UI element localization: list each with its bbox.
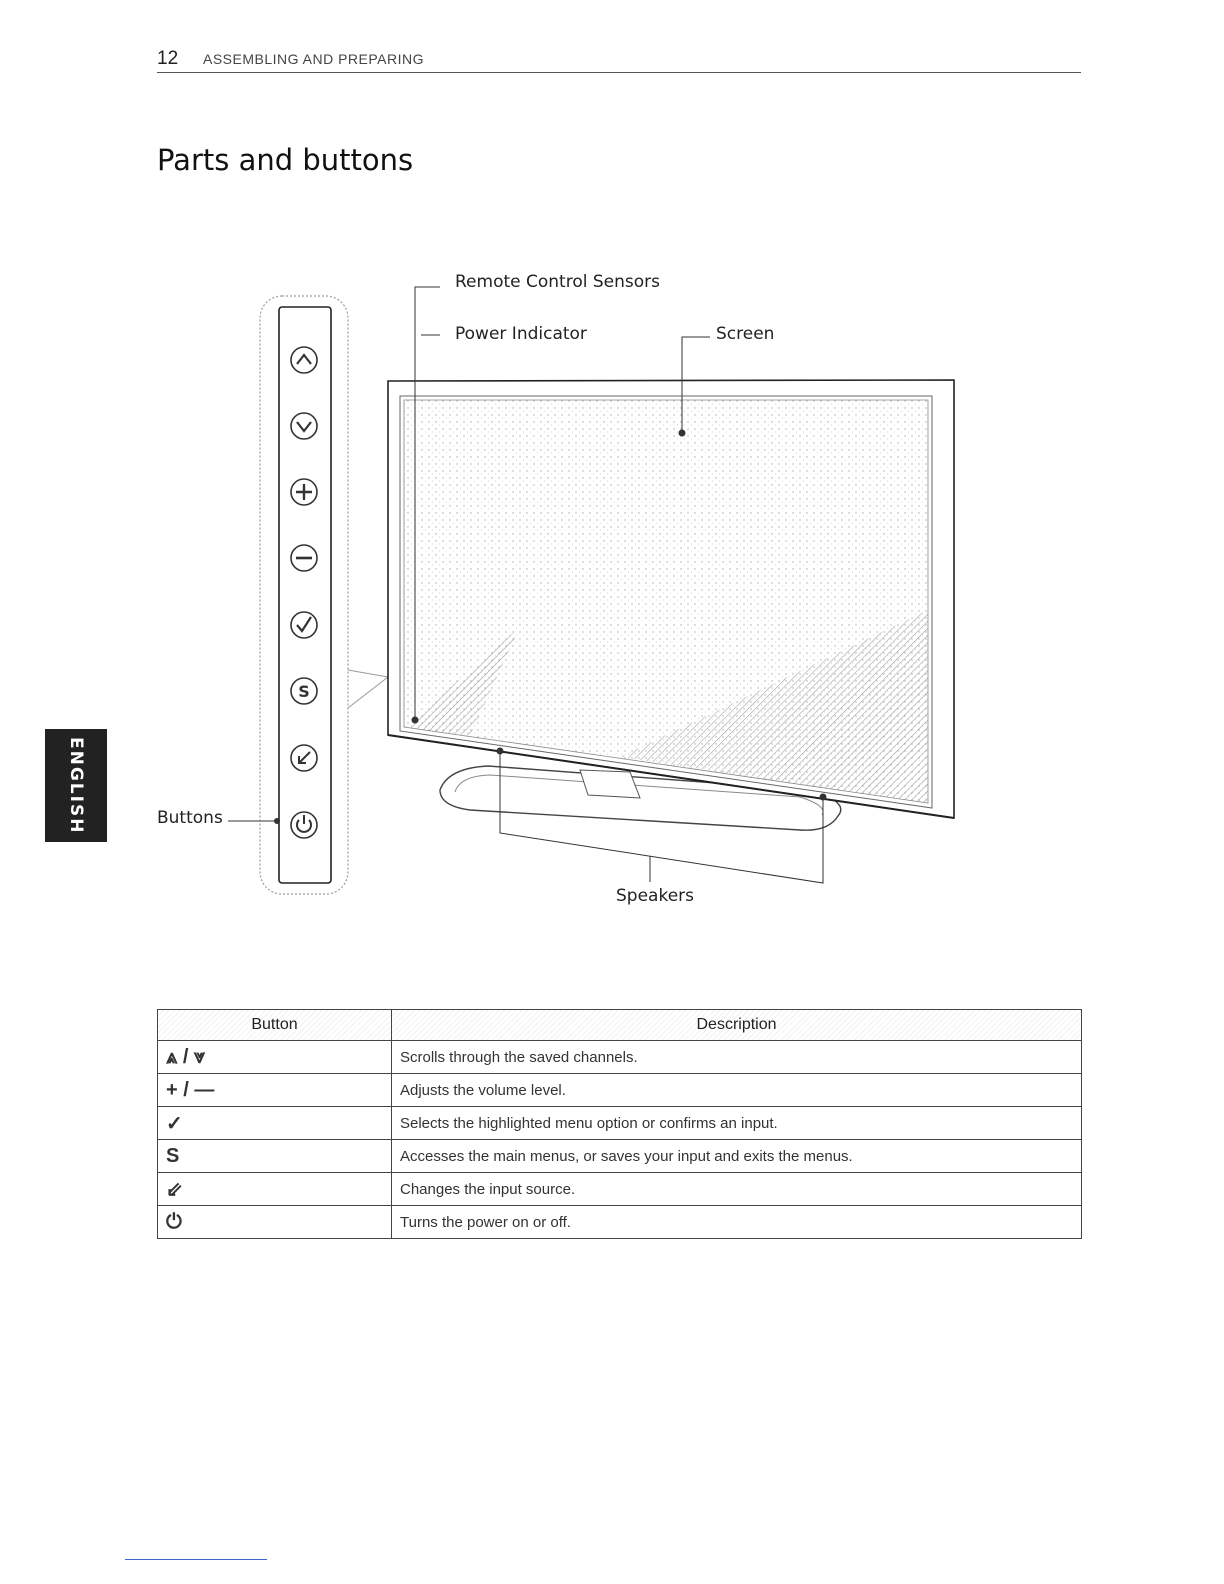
footer-rule: [125, 1559, 267, 1560]
table-row: [158, 1074, 1082, 1107]
row-description: Adjusts the volume level.: [392, 1074, 1082, 1107]
sensor-dot: [412, 717, 419, 724]
screen-dot: [679, 430, 686, 437]
row-description: Scrolls through the saved channels.: [392, 1041, 1082, 1074]
row-symbol-power: ⏻: [158, 1206, 392, 1239]
callout-screen: Screen: [716, 324, 775, 344]
speaker-left-dot: [497, 748, 504, 755]
chevron-up-icon[interactable]: [291, 347, 317, 373]
row-symbol-volume: + / —: [158, 1074, 392, 1107]
row-description: Turns the power on or off.: [392, 1206, 1082, 1239]
svg-text:S: S: [298, 682, 310, 701]
table-row: [158, 1206, 1082, 1239]
plus-icon[interactable]: [291, 479, 317, 505]
row-description: Changes the input source.: [392, 1173, 1082, 1206]
minus-icon[interactable]: [291, 545, 317, 571]
callout-speakers: Speakers: [616, 886, 695, 906]
settings-s-icon[interactable]: [291, 678, 317, 704]
section-label: ASSEMBLING AND PREPARING: [203, 51, 425, 67]
input-icon[interactable]: [291, 745, 317, 771]
row-symbol-channel: ⩓ / ⩔: [158, 1041, 392, 1074]
row-description: Accesses the main menus, or saves your input and exits the menus.: [392, 1140, 1082, 1173]
table-row: [158, 1107, 1082, 1140]
table-row: [158, 1041, 1082, 1074]
page-title: Parts and buttons: [157, 143, 414, 177]
check-icon[interactable]: [291, 612, 317, 638]
button-panel: [228, 296, 388, 894]
chevron-down-icon[interactable]: [291, 413, 317, 439]
speaker-right-dot: [820, 794, 827, 801]
row-symbol-input: ⇙: [158, 1173, 392, 1206]
header-description: Description: [392, 1010, 1082, 1041]
language-tab-label: ENGLISH: [66, 736, 86, 835]
tv-illustration: [388, 380, 954, 830]
power-icon[interactable]: [291, 812, 317, 838]
table-row: [158, 1173, 1082, 1206]
row-symbol-settings: S: [158, 1140, 392, 1173]
callout-power-indicator: Power Indicator: [455, 324, 587, 344]
row-symbol-ok: ✓: [158, 1107, 392, 1140]
callout-buttons: Buttons: [157, 808, 223, 828]
callout-remote-sensors: Remote Control Sensors: [455, 272, 660, 292]
table-header-row: [158, 1010, 1082, 1041]
table-row: [158, 1140, 1082, 1173]
buttons-table: [157, 1009, 1082, 1239]
row-description: Selects the highlighted menu option or confirms an input.: [392, 1107, 1082, 1140]
header-button: Button: [158, 1010, 392, 1041]
page-number: 12: [157, 48, 179, 69]
